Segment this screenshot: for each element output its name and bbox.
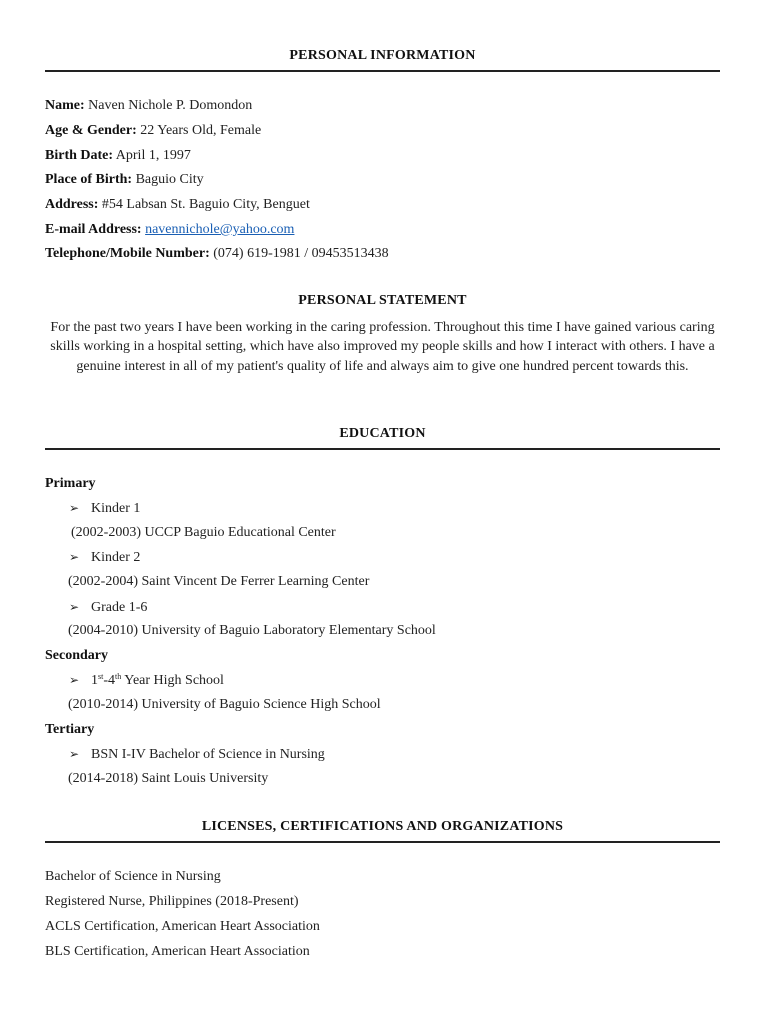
email-field [45, 221, 294, 239]
secondary-label: Secondary [45, 648, 108, 663]
list-item: ➢ 1st-4th Year High School [69, 672, 224, 688]
licenses-heading: LICENSES, CERTIFICATIONS AND ORGANIZATIONS [201, 819, 564, 834]
address-field [45, 196, 310, 214]
list-item-detail: (2002-2003) UCCP Baguio Educational Center [71, 525, 336, 540]
field-label: Birth Date: [45, 148, 114, 163]
personal-statement-text: For the past two years I have been working in the caring profession. Throughout this time I have gained various caring skills working in a hospital setting, which have also improved my people skills and how I interact with others. I have a genuine interest in all of my patient's quality of life and always aim to give one hundred percent towards this. [50, 320, 715, 374]
personal-information-heading: PERSONAL INFORMATION [289, 48, 476, 63]
field-label: Address: [45, 197, 99, 212]
field-value: Baguio City [135, 172, 204, 187]
license-item: ACLS Certification, American Heart Association [45, 919, 320, 934]
arrow-bullet-icon: ➢ [69, 550, 80, 564]
license-item: Bachelor of Science in Nursing [45, 869, 221, 884]
list-item: ➢ Kinder 2 [69, 550, 141, 565]
primary-label: Primary [45, 476, 96, 491]
field-label: Name: [45, 98, 85, 113]
education-heading: EDUCATION [339, 426, 426, 441]
list-item-detail: (2004-2010) University of Baguio Laboratory Elementary School [68, 623, 436, 638]
field-label: Place of Birth: [45, 172, 133, 187]
arrow-bullet-icon: ➢ [69, 673, 80, 687]
birth-date-field [45, 147, 191, 165]
place-of-birth-field [45, 171, 204, 189]
age-gender-field [45, 122, 261, 140]
license-item: BLS Certification, American Heart Association [45, 944, 310, 959]
arrow-bullet-icon: ➢ [69, 501, 80, 515]
field-value: 22 Years Old, Female [140, 123, 262, 138]
field-value: (074) 619-1981 / 09453513438 [213, 246, 389, 261]
phone-field [45, 245, 389, 263]
section-divider [45, 448, 720, 450]
field-value: April 1, 1997 [115, 148, 191, 163]
list-item-detail: (2010-2014) University of Baguio Science High School [68, 697, 381, 712]
email-link[interactable]: navennichole@yahoo.com [145, 222, 295, 237]
personal-statement-heading: PERSONAL STATEMENT [298, 293, 467, 308]
license-item: Registered Nurse, Philippines (2018-Present) [45, 894, 299, 909]
list-item: ➢ Grade 1-6 [69, 600, 148, 615]
field-label: Age & Gender: [45, 123, 137, 138]
field-value: #54 Labsan St. Baguio City, Benguet [101, 197, 310, 212]
list-item-detail: (2014-2018) Saint Louis University [68, 771, 269, 786]
tertiary-label: Tertiary [45, 722, 95, 737]
arrow-bullet-icon: ➢ [69, 600, 80, 614]
field-label: E-mail Address: [45, 222, 142, 237]
section-divider [45, 841, 720, 843]
list-item: ➢ Kinder 1 [69, 501, 141, 516]
section-divider [45, 70, 720, 72]
list-item: ➢ BSN I-IV Bachelor of Science in Nursing [69, 747, 325, 762]
list-item-detail: (2002-2004) Saint Vincent De Ferrer Learning Center [68, 574, 370, 589]
field-value: Naven Nichole P. Domondon [88, 98, 253, 113]
field-label: Telephone/Mobile Number: [45, 246, 210, 261]
name-field [45, 97, 252, 115]
arrow-bullet-icon: ➢ [69, 747, 80, 761]
